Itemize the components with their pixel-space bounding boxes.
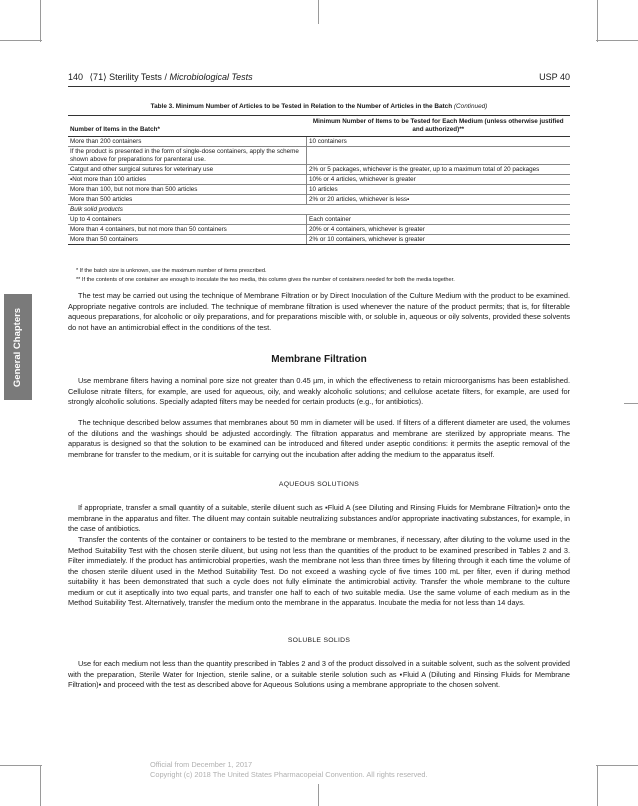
batch-cell: More than 100, but not more than 500 articles	[68, 185, 307, 195]
batch-cell: ▪Not more than 100 articles	[68, 175, 307, 185]
section-title: Membrane Filtration	[271, 354, 367, 365]
side-tab-label: General Chapters	[12, 307, 24, 387]
table-row	[68, 165, 570, 175]
edition-label: USP 40	[539, 72, 570, 82]
minimum-cell: 10 articles	[307, 185, 571, 195]
crop-mark	[624, 403, 638, 404]
minimum-cell: 2% or 20 articles, whichever is less▪	[307, 195, 571, 205]
page-number: 140	[68, 72, 84, 82]
table-row	[68, 195, 570, 205]
official-date: Official from December 1, 2017	[150, 760, 253, 769]
articles-table	[68, 115, 570, 245]
table-row	[68, 185, 570, 195]
side-tab	[4, 294, 32, 400]
batch-cell: Catgut and other surgical sutures for veterinary use	[68, 165, 307, 175]
minimum-cell: 10 containers	[307, 137, 571, 147]
batch-cell: More than 500 articles	[68, 195, 307, 205]
soluble-heading: SOLUBLE SOLIDS	[287, 637, 351, 644]
crop-mark	[597, 765, 598, 806]
intro-text: The test may be carried out using the technique of Membrane Filtration or by Direct Inoculation of the Culture Medium with the product to be examined. Appropriate negative controls are included. The technique of membrane filtration is used whenever the nature of the product permits; that is, for filterable aqueous preparations, for alcoholic or oily preparations, and for preparations miscible with, or soluble in, aqueous or oily solvents, provided these solvents do not have an antimicrobial effect in the conditions of the test.	[68, 291, 570, 332]
header-rule	[68, 86, 570, 87]
crop-mark	[596, 765, 638, 766]
mf-paragraph-2-text: The technique described below assumes that membranes about 50 mm in diameter will be used. If filters of a different diameter are used, the volumes of the dilutions and the washings should be adjusted accordingly. The filtration apparatus and membrane are sterilized by appropriate means. The apparatus is designed so that the solution to be examined can be introduced and filtered under aseptic conditions: it permits the aseptic removal of the membrane for transfer to the medium, or it is suitable for carrying out the incubation after adding the medium to the apparatus itself.	[68, 418, 570, 459]
mf-paragraph-1-text: Use membrane filters having a nominal pore size not greater than 0.45 µm, in which the effectiveness to retain microorganisms has been established. Cellulose nitrate filters, for example, are used for aqueous, oily, and weakly alcoholic solutions; and cellulose acetate filters, for example, are used for strongly alcoholic solutions. Specially adapted filters may be needed for certain products (e.g., for antibiotics).	[68, 376, 570, 406]
crop-mark	[597, 0, 598, 42]
intro-paragraph	[68, 291, 570, 333]
table-row	[68, 205, 570, 215]
official-notice	[150, 760, 428, 780]
crop-mark	[40, 0, 41, 42]
table-caption-text: Table 3. Minimum Number of Articles to be Tested in Relation to the Number of Articles in the Batch	[150, 103, 453, 110]
minimum-cell: 2% or 10 containers, whichever is greater	[307, 235, 571, 245]
minimum-cell	[307, 147, 571, 165]
batch-cell: More than 50 containers	[68, 235, 307, 245]
batch-cell: Up to 4 containers	[68, 215, 307, 225]
ss-paragraph-text: Use for each medium not less than the quantity prescribed in Tables 2 and 3 of the product dissolved in a suitable solvent, such as the solvent provided with the preparation, Sterile Water for Injection, sterile saline, or a suitable sterile solution such as ▪Fluid A (Diluting and Rinsing Fluids for Membrane Filtration)▪ and proceed with the test as described above for Aqueous Solutions using a membrane appropriate to the chosen solvent.	[68, 659, 570, 689]
crop-mark	[0, 40, 42, 41]
header-left	[68, 72, 253, 83]
table-caption	[68, 103, 570, 110]
table-row	[68, 137, 570, 147]
minimum-cell: 20% or 4 containers, whichever is greater	[307, 225, 571, 235]
crop-mark	[40, 765, 41, 806]
table-footnote: ** If the contents of one container are enough to inoculate the two media, this column gives the number of containers needed for both the media together.	[76, 277, 455, 283]
table-header-row	[68, 116, 570, 137]
crop-mark	[318, 0, 319, 24]
mf-paragraph-2	[68, 418, 570, 460]
mf-paragraph-1	[68, 376, 570, 408]
table-body	[68, 137, 570, 245]
chapter-section: Microbiological Tests	[169, 72, 253, 82]
col-header-minimum: Minimum Number of Items to be Tested for Each Medium (unless otherwise justified and authorized)**	[307, 116, 571, 137]
table-row	[68, 215, 570, 225]
table-row	[68, 175, 570, 185]
batch-cell: More than 200 containers	[68, 137, 307, 147]
aq-paragraph-1-text: If appropriate, transfer a small quantity of a suitable, sterile diluent such as ▪Fluid A (see Diluting and Rinsing Fluids for Membrane Filtration)▪ onto the membrane in the apparatus and filter. The diluent may contain suitable neutralizing substances and/or appropriate inactivating substances, for example, in the case of antibiotics.	[68, 503, 570, 533]
header-separator: /	[161, 72, 170, 82]
crop-mark	[596, 40, 638, 41]
col-header-batch: Number of Items in the Batch*	[68, 116, 307, 137]
aqueous-heading: AQUEOUS SOLUTIONS	[278, 481, 360, 488]
table-caption-note: (Continued)	[453, 103, 488, 110]
batch-cell: If the product is presented in the form of single-dose containers, apply the scheme shown above for preparations for parenteral use.	[68, 147, 307, 165]
minimum-cell: 2% or 5 packages, whichever is the greater, up to a maximum total of 20 packages	[307, 165, 571, 175]
table-row	[68, 147, 570, 165]
table-footnote: * If the batch size is unknown, use the maximum number of items prescribed.	[76, 268, 267, 274]
crop-mark	[0, 765, 42, 766]
aq-paragraph-2	[68, 535, 570, 609]
page-header	[68, 72, 570, 86]
ss-paragraph	[68, 659, 570, 691]
aq-paragraph-2-text: Transfer the contents of the container or containers to be tested to the membrane or membranes, if necessary, after diluting to the volume used in the Method Suitability Test with the chosen sterile diluent, but using not less than the quantities of the product to be examined prescribed in Tables 2 and 3. Filter immediately. If the product has antimicrobial properties, wash the membrane not less than three times by filtering through it each time the volume of the chosen sterile diluent used in the Method Suitability Test. Do not exceed a washing cycle of five times 100 mL per filter, even if during method suitability it has been demonstrated that such a cycle does not fully eliminate the antimicrobial activity. Transfer the whole membrane to the culture medium or cut it aseptically into two equal parts, and transfer one half to each of two suitable media. Use the same volume of each medium as in the Method Suitability Test. Alternatively, transfer the medium onto the membrane in the apparatus. Incubate the media for not less than 14 days.	[68, 535, 570, 607]
minimum-cell: 10% or 4 articles, whichever is greater	[307, 175, 571, 185]
batch-cell: More than 4 containers, but not more than 50 containers	[68, 225, 307, 235]
table-row	[68, 235, 570, 245]
minimum-cell: Each container	[307, 215, 571, 225]
table-row	[68, 225, 570, 235]
aq-paragraph-1	[68, 503, 570, 535]
table-subheading: Bulk solid products	[68, 205, 570, 215]
copyright-line: Copyright (c) 2018 The United States Pharmacopeial Convention. All rights reserved.	[150, 770, 428, 779]
crop-mark	[318, 784, 319, 806]
chapter-ref: ⟨71⟩ Sterility Tests	[89, 72, 162, 82]
